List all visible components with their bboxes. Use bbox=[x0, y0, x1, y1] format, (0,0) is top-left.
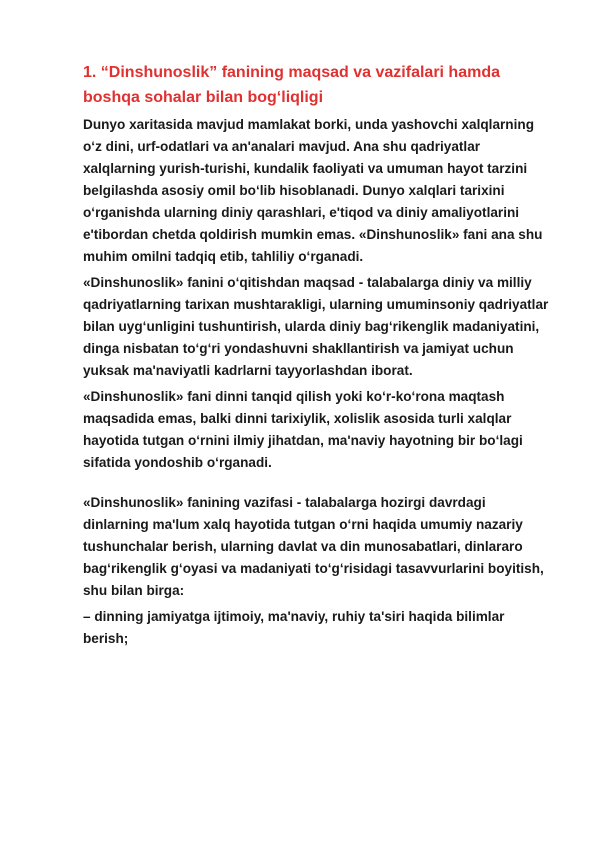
paragraph-tasks: «Dinshunoslik» fanining vazifasi - talabalarga hozirgi davrdagi dinlarning ma'lum xalq hayotida tutgan o‘rni haqida umumiy nazariy tushunchalar berish, ularning davlat va din munosabatlari, dinlararo bag‘rikenglik g‘oyasi va madaniyati to‘g‘risidagi tasavvurlarini boyitish, shu bilan birga: bbox=[83, 495, 544, 598]
section-heading: 1. “Dinshunoslik” fanining maqsad va vazifalari hamda boshqa sohalar bilan bog‘liqligi bbox=[83, 64, 500, 106]
document-body bbox=[83, 60, 553, 654]
paragraph-approach: «Dinshunoslik» fani dinni tanqid qilish yoki ko‘r-ko‘rona maqtash maqsadida emas, balki dinni tarixiylik, xolislik asosida turli xalqlar hayotida tutgan o‘rnini ilmiy jihatdan, ma'naviy hayotning bir bo‘lagi sifatida yondoshib o‘rganadi. bbox=[83, 389, 523, 470]
paragraph-task-item: – dinning jamiyatga ijtimoiy, ma'naviy, ruhiy ta'siri haqida bilimlar berish; bbox=[83, 609, 505, 646]
paragraph-goal: «Dinshunoslik» fanini o‘qitishdan maqsad - talabalarga diniy va milliy qadriyatlarning tarixan mushtarakligi, ularning umuminsoniy qadriyatlar bilan uyg‘unligini tushuntirish, ularda diniy bag‘rikenglik madaniyatini, dinga nisbatan to‘g‘ri yondashuvni shakllantirish va jamiyat uchun yuksak ma'naviyatli kadrlarni tayyorlashdan iborat. bbox=[83, 275, 549, 378]
paragraph-intro: Dunyo xaritasida mavjud mamlakat borki, unda yashovchi xalqlarning o‘z dini, urf-odatlari va an'analari mavjud. Ana shu qadriyatlar xalqlarning yurish-turishi, kundalik faoliyati va umuman hayot tarzini belgilashda asosiy omil bo‘lib hisoblanadi. Dunyo xalqlari tarixini o‘rganishda ularning diniy qarashlari, e'tiqod va diniy amaliyotlarini e'tibordan chetda qoldirish mumkin emas. «Dinshunoslik» fani ana shu muhim omilni tadqiq etib, tahliliy o‘rganadi. bbox=[83, 117, 543, 264]
